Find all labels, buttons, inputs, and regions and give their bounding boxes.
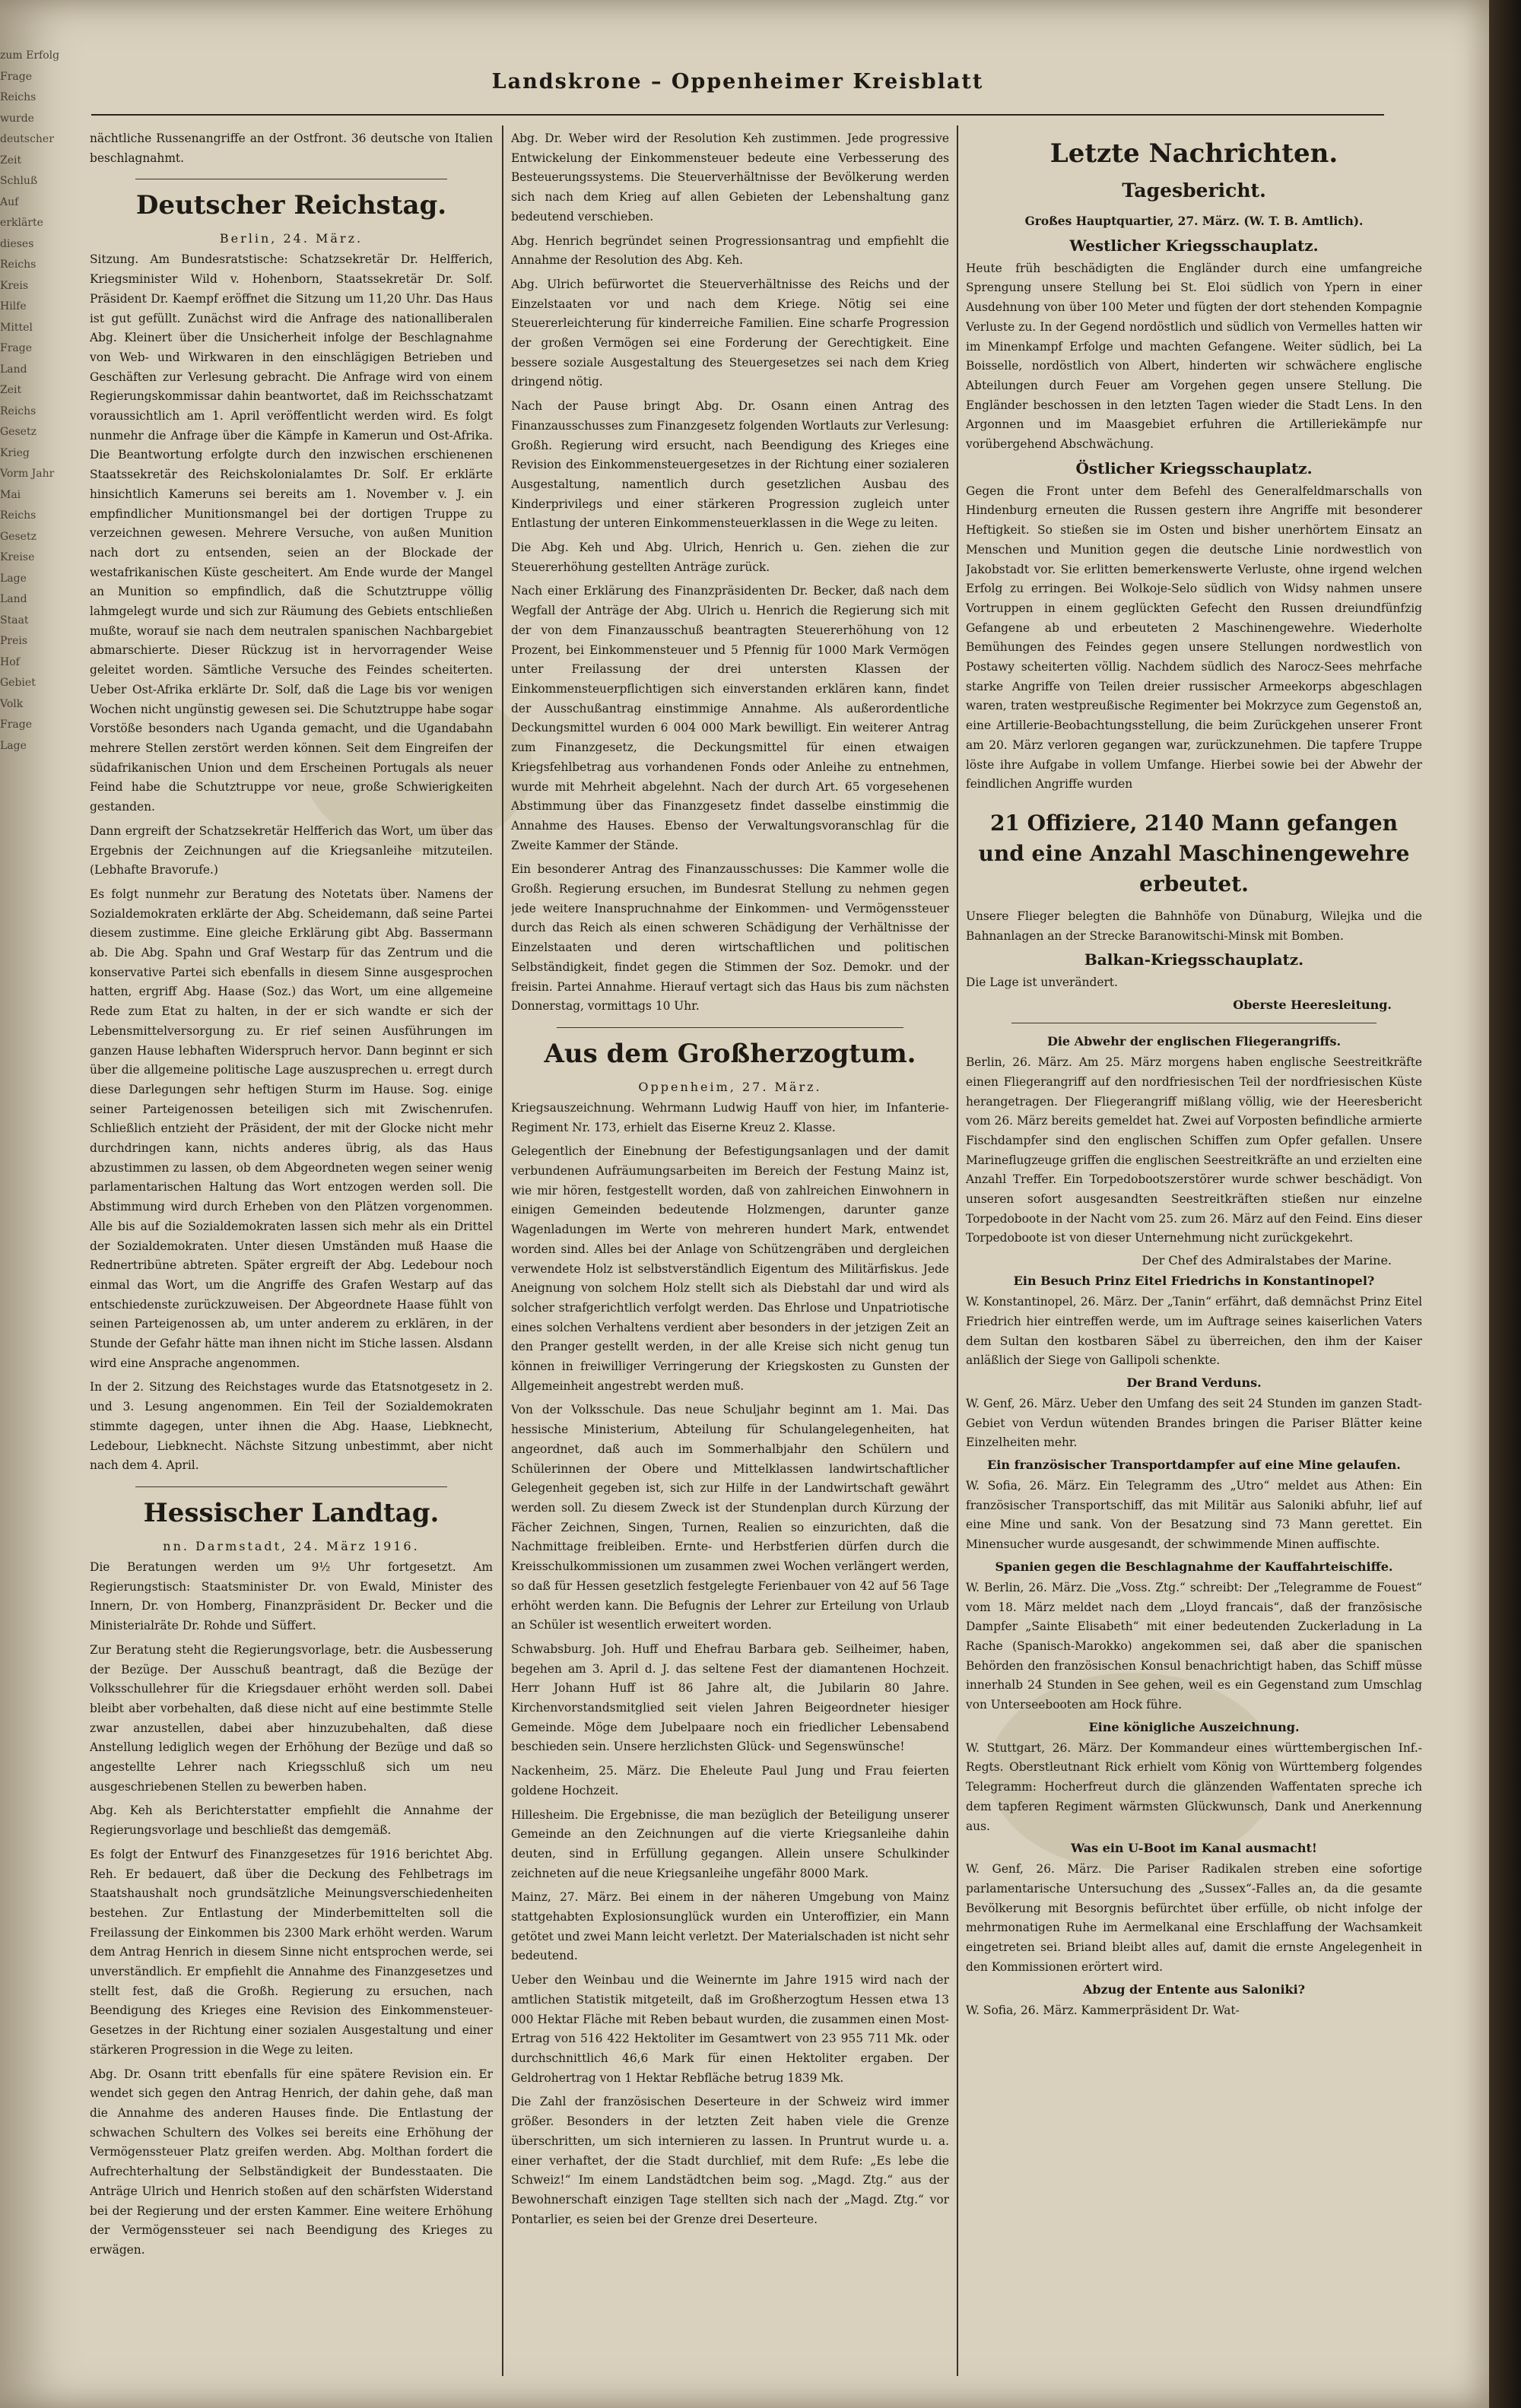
fragment-line: Krieg	[0, 446, 30, 459]
fragment-line: Frage	[0, 70, 32, 83]
local-news-weinbau: Ueber den Weinbau und die Weinernte im Jahre 1915 wird nach der amtlichen Statistik mitgeteilt, daß im Großherzogtum Hessen etwa 13 000 Hektar Fläche mit Reben bebaut wurden, die zusammen einen Most-Ertrag von 516 422 Hektoliter im Gesamtwert von 23 955 711 Mk. oder durchschnittlich 46,6 Mark für einen Hektoliter ergaben. Der Geldrohertrag von 1 Hektar Rebfläche betrug 1839 Mk.	[511, 1973, 949, 2085]
reichstag-paragraph-2: Dann ergreift der Schatzsekretär Helfferich das Wort, um über das Ergebnis der Zeichnungen auf die Kriegsanleihe mitzuteilen. (Lebhafte Bravorufe.)	[90, 823, 493, 877]
local-news-deserteure: Die Zahl der französischen Deserteure in der Schweiz wird immer größer. Besonders in der letzten Zeit haben viele die Grenze überschritten, um sich internieren zu lassen. In Pruntrut wurde u. a. einer verhaftet, der die Stadt durchlief, mit dem Rufe: „Es lebe die Schweiz!“ Im einem Landstädtchen beim sog. „Magd. Ztg.“ aus der Bewohnerschaft einzigen Tage stellten sich nach der „Magd. Ztg.“ vor Pontarlier, es seien bei der Grenze drei Deserteure.	[511, 2095, 949, 2226]
genf-report: W. Genf, 26. März. Die Pariser Radikalen streben eine sofortige parlamentarische Untersuchung des „Sussex“-Falles an, da die gesamte Bevölkerung mit Besorgnis befürchtet über erfülle, ob nicht infolge der mehrmonatigen Ruhe im Aermelkanal eine Erschlaffung der Wachsamkeit eingetreten sei. Briand bleibt alles auf, damit die ernste Angelegenheit in den Kommissionen erörtert wird.	[966, 1862, 1422, 1974]
fragment-line: Reichs	[0, 91, 37, 103]
fragment-line: Reichs	[0, 405, 37, 417]
heading-transportdampfer: Ein französischer Transportdampfer auf eine Mine gelaufen.	[987, 1458, 1401, 1473]
landtag-paragraph-1: Die Beratungen werden um 9½ Uhr fortgesetzt. Am Regierungstisch: Staatsminister Dr. von Ewald, Minister des Innern, Dr. von Homberg, Finanzpräsident Dr. Becker und die Ministerialräte Dr. Rohde und Süffert.	[90, 1560, 493, 1633]
heading-oestlicher-kriegsschauplatz: Östlicher Kriegsschauplatz.	[1075, 458, 1313, 477]
heading-brand-verduns: Der Brand Verduns.	[1126, 1375, 1262, 1390]
fragment-line: Gesetz	[0, 426, 37, 438]
fragment-line: Reichs	[0, 259, 37, 271]
fragment-line: Vorm Jahr	[0, 468, 55, 480]
fragment-line: wurde	[0, 112, 34, 125]
heading-fliegerangriff: Die Abwehr der englischen Fliegerangriffs.	[1046, 1034, 1342, 1049]
fragment-line: Volk	[0, 697, 24, 710]
signature-admiralstab: Der Chef des Admiralstabes der Marine.	[1142, 1253, 1392, 1268]
hauptquartier-dateline: Großes Hauptquartier, 27. März. (W. T. B. Amtlich).	[1024, 214, 1364, 228]
reichstag-paragraph-4: In der 2. Sitzung des Reichstages wurde das Etatsnotgesetz in 2. und 3. Lesung angenommen. Ein Teil der Sozialdemokraten stimmte dagegen, unter ihnen die Abg. Haase, Liebknecht, Ledebour, Liebknecht. Nächste Sitzung unbestimmt, aber nicht nach dem 4. April.	[90, 1380, 493, 1473]
fragment-line: Mittel	[0, 321, 33, 334]
column-1	[90, 129, 493, 2380]
landtag-cont-paragraph-5: Die Abg. Keh und Abg. Ulrich, Henrich u. Gen. ziehen die zur Steuererhöhung gestellten Anträge zurück.	[511, 541, 949, 574]
book-binding	[1489, 0, 1521, 2408]
column-divider-2	[957, 125, 958, 2376]
landtag-cont-paragraph-3: Abg. Ulrich befürwortet die Steuerverhältnisse des Reichs und der Einzelstaaten vor und nach dem Kriege. Nötig sei eine Steuererleichterung für kinderreiche Familien. Eine scharfe Progression der großen Vermögen sei eine Forderung der Gerechtigkeit. Eine bessere soziale Ausgestaltung des Steuergesetzes sei nach dem Krieg dringend nötig.	[511, 277, 949, 389]
landtag-cont-paragraph-7: Ein besonderer Antrag des Finanzausschusses: Die Kammer wolle die Großh. Regierung ersuchen, im Bundesrat Stellung zu nehmen gegen jede weitere Inanspruchnahme der Einkommen- und Vermögenssteuer durch das Reich als einen schweren Schädigung der Verhältnisse der Einzelstaaten und deren wirtschaftlichen und politischen Selbständigkeit, findet gegen die Stimmen der Soz. Demokr. und der freisin. Partei Annahme. Hierauf vertagt sich das Haus bis zum nächsten Donnerstag, vormittags 10 Uhr.	[511, 862, 949, 1014]
landtag-cont-paragraph-1: Abg. Dr. Weber wird der Resolution Keh zustimmen. Jede progressive Entwickelung der Einkommensteuer bedeute eine Verbesserung des Besteuerungssystems. Die Steuerverhältnisse der Bevölkerung werden sich nach dem Krieg auf allen Gebieten der Lebenshaltung ganz bedeutend verschieben.	[511, 132, 949, 224]
fragment-line: Hilfe	[0, 300, 27, 313]
fragment-line: dieses	[0, 237, 34, 250]
fragment-line: zum Erfolg	[0, 49, 60, 62]
reichstag-paragraph-1: Sitzung. Am Bundesratstische: Schatzsekretär Dr. Helfferich, Kriegsminister Wild v. Hohenborn, Staatssekretär Dr. Solf. Präsident Dr. Kaempf eröffnet die Sitzung um 11,20 Uhr. Das Haus ist gut gefüllt. Zunächst wird die Anfrage des nationalliberalen Abg. Kleinert über die Unsicherheit infolge der Beschlagnahme von Web- und Wirkwaren in den einschlägigen Betrieben und Geschäften zur Verlesung gebracht. Die Anfrage wird von einem Regierungskommissar dahin beantwortet, daß im Reichsschatzamt voraussichtlich am 1. April veröffentlicht werden wird. Es folgt nunmehr die Anfrage über die Kämpfe in Kamerun und Ost-Afrika. Die Beantwortung erfolgte durch den inzwischen erschienenen Staatssekretär des Reichskolonialamtes Dr. Solf. Er erklärte hinsichtlich Kameruns sei bereits am 1. November v. J. ein empfindlicher Munitionsmangel bei der dortigen Truppe zu verzeichnen gewesen. Mehrere Versuche, von außen Munition nach dort zu entsenden, seien an der Blockade der westafrikanischen Küste gescheitert. Am Ende wurde der Mangel an Munition so empfindlich, daß die Schutztruppe völlig lahmgelegt wurde und sich zur Räumung des Gebiets entschließen mußte, worauf sie nach dem neutralen spanischen Nachbargebiet abmarschierte. Dieser Rückzug ist in hervorragender Weise geleitet worden. Sämtliche Versuche des Feindes scheiterten. Ueber Ost-Afrika erklärte Dr. Solf, daß die Lage bis vor wenigen Wochen nicht ungünstig gewesen sei. Die Schutztruppe habe sogar Vorstöße besonders nach Uganda gemacht, und die Ugandabahn mehrere Stellen zerstört werden können. Seit dem Eingreifen der südafrikanischen Union und dem Erscheinen Portugals als neuer Feind habe die Schutztruppe vor neue, große Schwierigkeiten gestanden.	[90, 252, 493, 814]
heading-saloniki: Abzug der Entente aus Saloniki?	[1082, 1981, 1306, 1997]
heading-tagesbericht: Tagesbericht.	[1122, 179, 1266, 201]
heading-westlicher-kriegsschauplatz: Westlicher Kriegsschauplatz.	[1069, 236, 1319, 255]
column-divider-1	[502, 125, 503, 2376]
column-2	[511, 129, 949, 2380]
fragment-line: Mai	[0, 488, 21, 501]
local-news-hillesheim: Hillesheim. Die Ergebnisse, die man bezüglich der Beteiligung unserer Gemeinde an den Zeichnungen auf die vierte Kriegsanleihe dahin deuten, sind in Erfüllung gegangen. Allein unsere Schulkinder zeichneten auf die neue Kriegsanleihe ungefähr 8000 Mark.	[511, 1807, 949, 1880]
saloniki-report: W. Sofia, 26. März. Kammerpräsident Dr. Wat-	[966, 2003, 1240, 2017]
heading-letzte-nachrichten: Letzte Nachrichten.	[1049, 138, 1338, 169]
heading-auszeichnung: Eine königliche Auszeichnung.	[1088, 1719, 1300, 1734]
fragment-line: Auf	[0, 195, 19, 208]
fragment-line: Gesetz	[0, 530, 37, 543]
landtag-cont-paragraph-2: Abg. Henrich begründet seinen Progressionsantrag und empfiehlt die Annahme der Resolution des Abg. Keh.	[511, 233, 949, 268]
landtag-paragraph-2: Zur Beratung steht die Regierungsvorlage, betr. die Ausbesserung der Bezüge. Der Ausschuß beantragt, daß die Bezüge der Volksschullehrer für die Kriegsdauer erhöht werden soll. Dabei bleibt aber vorbehalten, daß diese nicht auf eine bestimmte Stelle zwar anzustellen, dabei aber hinzuzubehalten, daß diese Anstellung lediglich wegen der Erhöhung der Bezüge und daß so angestellte Lehrer nach Kriegsschluß sich um neu ausgeschriebenen Stellen zu bewerben haben.	[90, 1642, 493, 1794]
west-report: Heute früh beschädigten die Engländer durch eine umfangreiche Sprengung unsere Stellung bei St. Eloi südlich von Ypern in einer Ausdehnung von über 100 Meter und fügten der dort stehenden Kompagnie Verluste zu. In der Gegend nordöstlich und südlich von Vermelles hatten wir im Minenkampf Erfolge und machten Gefangene. Weiter südlich, bei La Boisselle, nordöstlich von Albert, hinderten wir schwächere englische Abteilungen durch Feuer am Vorgehen gegen unsere Stellung. Die Engländer beschossen in den letzten Tagen wieder die Stadt Lens. In den Argonnen und im Maasgebiet erfuhren die Artilleriekämpfe nur vorübergehend Abschwächung.	[966, 261, 1422, 452]
reichstag-dateline: Berlin, 24. März.	[219, 231, 364, 246]
reichstag-paragraph-3: Es folgt nunmehr zur Beratung des Notetats über. Namens der Sozialdemokraten erklärte der Abg. Scheidemann, daß seine Partei diesem zustimme. Eine gleiche Erklärung gibt Abg. Bassermann ab. Die Abg. Spahn und Graf Westarp für das Zentrum und die konservative Partei sich ebenfalls in diesem Sinne ausgesprochen hatten, ergriff Abg. Haase (Soz.) das Wort, um eine allgemeine Rede zum Etat zu halten, in der er sich wandte er sich der Lebensmittelversorgung zu. Er rief seinen Ausführungen im ganzen Hause lebhaften Widerspruch hervor. Dann beginnt er sich über die allgemeine politische Lage auszusprechen u. erregt durch diese Darlegungen sehr heftigen Sturm im Hause. Sog. einige seiner Parteigenossen beteiligen sich mit Zwischenrufen. Schließlich entzieht der Präsident, der mit der Glocke nicht mehr durchdringen kann, nichts anderes übrig, als das Haus abzustimmen zu lassen, ob dem Abgeordneten wegen seiner wenig parlamentarischen Haltung das Wort entzogen werden soll. Die Abstimmung wird durch Erheben von den Plätzen vorgenommen. Alle bis auf die Sozialdemokraten lassen sich mehr als ein Drittel der Sozialdemokraten. Unter diesen Umständen muß Haase die Rednertribüne abtreten. Später ergreift der Abg. Ledebour noch einmal das Wort, um die Angriffe des Grafen Westarp auf das entschiedenste zurückzuweisen. Der Abgeordnete Haase fühlt von seinen Parteigenossen ab, um unter anderem zu erklären, in der Stunde der Gefahr hätte man ihnen nicht im Stiche lassen. Alsdann wird eine Ansprache angenommen.	[90, 887, 493, 1370]
fragment-line: deutscher	[0, 133, 54, 145]
landtag-paragraph-5: Abg. Dr. Osann tritt ebenfalls für eine spätere Revision ein. Er wendet sich gegen den Antrag Henrich, der dahin gehe, daß man die Annahme des anderen Hauses finde. Die Entlastung der schwachen Schultern des Volkes sei bereits eine Erhöhung der Vermögenssteuer Platz greifen werden. Abg. Molthan fordert die Aufrechterhaltung der Selbständigkeit der Bundesstaaten. Die Anträge Ulrich und Henrich stoßen auf den schärfsten Widerstand bei der Regierung und der ersten Kammer. Eine weitere Erhöhung der Vermögenssteuer sei nach Beendigung des Krieges zu erwägen.	[90, 2067, 493, 2257]
heading-balkan-kriegsschauplatz: Balkan-Kriegsschauplatz.	[1084, 950, 1304, 969]
landtag-cont-paragraph-6: Nach einer Erklärung des Finanzpräsidenten Dr. Becker, daß nach dem Wegfall der Anträge der Abg. Ulrich u. Henrich die Regierung sich mit der von dem Finanzausschuß beantragten Steuererhöhung von 12 Prozent, bei Einkommensteuer und 5 Pfennig für 1000 Mark Vermögen unter Freilassung der drei untersten Klassen der Einkommensteuerpflichtigen sich einverstanden erklären kann, findet der Ausschußantrag einstimmige Annahme. Als außerordentliche Deckungsmittel wurden 6 004 000 Mark bewilligt. Ein weiterer Antrag zum Finanzgesetz, die Deckungsmittel für einen etwaigen Kriegsfehlbetrag aus vorhandenen Fonds oder Anleihe zu entnehmen, wurde mit Mehrheit abgelehnt. Nach der durch Art. 65 vorgesehenen Abstimmung über das Finanzgesetz findet dasselbe einstimmig die Annahme des Hauses. Ebenso der Verwaltungsvoranschlag für die Zweite Kammer der Stände.	[511, 584, 949, 852]
local-news-volksschule: Von der Volksschule. Das neue Schuljahr beginnt am 1. Mai. Das hessische Ministerium, Abteilung für Schulangelegenheiten, hat angeordnet, daß auch im Sommerhalbjahr den Schülern und Schülerinnen der Obere und Mittelklassen landwirtschaftlicher Gelegenheit gegeben ist, sich zur Hilfe in der Landwirtschaft gewährt werden soll. Zu diesem Zweck ist der Stundenplan durch Kürzung der Fächer Zeichnen, Singen, Turnen, Realien so einzurichten, daß die Nachmittage freibleiben. Ernte- und Herbstferien dürfen durch die Kreisschulkommissionen um zusammen zwei Wochen verlängert werden, so daß für Hessen gesetzlich festgelegte Ferienbauer von 42 auf 56 Tage erhöht werden kann. Die Befugnis der Lehrer zur Erteilung von Urlaub an Schüler ist wesentlich erweitert worden.	[511, 1403, 949, 1632]
masthead-title: Landskrone – Oppenheimer Kreisblatt	[491, 70, 984, 94]
heading-prinz-eitel-friedrich: Ein Besuch Prinz Eitel Friedrichs in Konstantinopel?	[1013, 1274, 1375, 1289]
col1-top-text: nächtliche Russenangriffe an der Ostfront. 36 deutsche von Italien beschlagnahmt.	[90, 132, 493, 165]
ost-report: Gegen die Front unter dem Befehl des Generalfeldmarschalls von Hindenburg erneuten die Russen gestern ihre Angriffe mit besonderer Heftigkeit. So stießen sie im Osten und bisher unerhörtem Einsatz an Menschen und Munition gegen die deutsche Linie nordwestlich von Jakobstadt vor. Sie erlitten bemerkenswerte Verluste, ohne irgend welchen Erfolg zu erringen. Bei Wolkoje-Selo südlich von Widsy nahmen unsere Vortruppen in einem geglückten Gefecht den Russen dreiundfünfzig Gefangene ab und erbeuteten 2 Maschinengewehre. Wiederholte Bemühungen des Feindes gegen unsere Stellungen nordwestlich von Postawy scheiterten völlig. Nachdem südlich des Narocz-Sees mehrfache starke Angriffe von Teilen dreier russischer Armeekorps abgeschlagen waren, traten westpreußische Regimenter bei Mokrzyce zum Gegenstoß an, eine Artillerie-Beobachtungsstellung, die beim Zurückgehen unserer Front am 20. März verloren gegangen war, zurückzunehmen. Die tapfere Truppe löste ihre Aufgabe in vollem Umfange. Hierbei sowie bei der Abwehr der feindlichen Angriffe wurden	[966, 484, 1422, 792]
fragment-line: Schluß	[0, 175, 38, 187]
local-news-schwabsburg: Schwabsburg. Joh. Huff und Ehefrau Barbara geb. Seilheimer, haben, begehen am 3. April d. J. das seltene Fest der diamantenen Hochzeit. Herr Johann Huff ist 86 Jahre alt, die Jubilarin 80 Jahre. Kirchenvorstandsmitglied seit vielen Jahren Beigeordneter hiesiger Gemeinde. Möge dem Jubelpaare noch ein friedlicher Lebensabend beschieden sein. Unsere herzlichsten Glück- und Segenswünsche!	[511, 1642, 949, 1754]
fragment-line: Kreis	[0, 279, 29, 292]
fragment-line: Lage	[0, 572, 27, 585]
spanien-report: W. Berlin, 26. März. Die „Voss. Ztg.“ schreibt: Der „Telegramme de Fouest“ vom 18. März meldet nach dem „Lloyd francais“, daß der französische Dampfer „Sainte Elisabeth“ mit einer bedeutenden Zuckerladung in La Rache (Spanisch-Marokko) angekommen sei, daß aber die spanischen Behörden den französischen Konsul benachrichtigt haben, das Schiff müsse innerhalb 24 Stunden in See gehen, weil es ein Gegenstand zum Umschlag von Unterseebooten am Hock führe.	[966, 1580, 1422, 1712]
heading-grossherzogtum: Aus dem Großherzogtum.	[544, 1038, 916, 1069]
local-news-nackenheim: Nackenheim, 25. März. Die Eheleute Paul Jung und Frau feierten goldene Hochzeit.	[511, 1764, 949, 1797]
heading-landtag: Hessischer Landtag.	[143, 1498, 440, 1528]
flieger-report: Unsere Flieger belegten die Bahnhöfe von Dünaburg, Wilejka und die Bahnanlagen an der Strecke Baranowitschi-Minsk mit Bomben.	[966, 909, 1422, 943]
konstantinopel-report: W. Konstantinopel, 26. März. Der „Tanin“ erfährt, daß demnächst Prinz Eitel Friedrich hier eintreffen werde, um im Auftrage seines kaiserlichen Vaters dem Sultan den kostbaren Säbel zu überreichen, den ihm der Kaiser anläßlich der Siege von Gallipoli schenkte.	[966, 1295, 1422, 1368]
sofia-report: W. Sofia, 26. März. Ein Telegramm des „Utro“ meldet aus Athen: Ein französischer Transportschiff, das mit Militär aus Saloniki abfuhr, lief auf eine Mine und sank. Von der Besatzung sind 73 Mann gerettet. Ein Minensucher wurde ausgesandt, der schwimmende Minen auffischte.	[966, 1479, 1422, 1552]
landtag-paragraph-4: Es folgt der Entwurf des Finanzgesetzes für 1916 berichtet Abg. Reh. Er bedauert, daß über die Deckung des Fehlbetrags im Staatshaushalt noch grundsätzliche Meinungsverschiedenheiten bestehen. Zur Entlastung der Minderbemittelten soll die Freilassung der Einkommen bis 2300 Mark erhöht werden. Warum dem Antrag Henrich in diesem Sinne nicht entsprochen werde, sei unverständlich. Er empfiehlt die Annahme des Finanzgesetzes und stellt fest, daß die Großh. Regierung zu ersuchen, nach Beendigung des Krieges eine Revision des Einkommensteuer-Gesetzes in der Richtung einer sozialen Ausgestaltung und einer stärkeren Progression in die Wege zu leiten.	[90, 1847, 493, 2057]
grossherzogtum-dateline: Oppenheim, 27. März.	[638, 1079, 822, 1094]
fragment-line: Lage	[0, 739, 27, 752]
fragment-line: Zeit	[0, 384, 22, 396]
fliegerangriff-report: Berlin, 26. März. Am 25. März morgens haben englische Seestreitkräfte einen Fliegerangriff auf den nordfriesischen Teil der nordfriesischen Küste herangetragen. Der Fliegerangriff mißlang völlig, wie der Heeresbericht vom 26. März bereits gemeldet hat. Zwei auf Vorposten befindliche armierte Fischdampfer sind den englischen Schiffen zum Opfer gefallen. Unsere Marineflugzeuge griffen die englischen Seestreitkräfte an und erzielten eine Anzahl Treffer. Ein Torpedobootszerstörer wurde schwer beschädigt. Von unseren sofort ausgesandten Seestreitkräften stießen nur einzelne Torpedoboote in der Nacht vom 25. zum 26. März auf den Feind. Eins dieser Torpedoboote ist von dieser Unternehmung nicht zurückgekehrt.	[966, 1055, 1422, 1245]
fragment-line: Reichs	[0, 509, 37, 522]
landtag-cont-paragraph-4: Nach der Pause bringt Abg. Dr. Osann einen Antrag des Finanzausschusses zum Finanzgesetz folgenden Wortlauts zur Verlesung: Großh. Regierung wird ersucht, nach Beendigung des Krieges eine Revision des Einkommensteuergesetzes in der Richtung einer sozialeren Ausgestaltung, namentlich durch gesetzlichen Ausbau des Kinderprivilegs und einer stärkeren Progression zugleich unter Entlastung der unteren Einkommensteuerklassen in die Wege zu leiten.	[511, 399, 949, 531]
adjacent-page-fragment	[0, 46, 90, 2408]
fragment-line: Frage	[0, 719, 32, 731]
landtag-dateline: nn. Darmstadt, 24. März 1916.	[163, 1539, 420, 1553]
stuttgart-report: W. Stuttgart, 26. März. Der Kommandeur eines württembergischen Inf.-Regts. Oberstleutnant Rick erhielt vom König von Württemberg folgendes Telegramm: Hocherfreut durch die glänzenden Waffentaten spreche ich dem tapferen Regiment wärmsten Glückwunsch, Dank und Anerkennung aus.	[966, 1740, 1422, 1833]
column-3	[966, 129, 1422, 2380]
fragment-line: Gebiet	[0, 677, 36, 689]
fragment-line: erklärte	[0, 217, 43, 229]
balkan-report: Die Lage ist unverändert.	[966, 976, 1118, 990]
fragment-line: Preis	[0, 635, 28, 647]
verdun-report: W. Genf, 26. März. Ueber den Umfang des seit 24 Stunden im ganzen Stadt-Gebiet von Verdun wütenden Brandes bringen die Pariser Blätter keine Einzelheiten mehr.	[966, 1396, 1422, 1450]
fragment-line: Zeit	[0, 154, 22, 167]
heading-spanien: Spanien gegen die Beschlagnahme der Kauffahrteischiffe.	[995, 1559, 1393, 1574]
headline-gefangene: 21 Offiziere, 2140 Mann gefangen und eine Anzahl Maschinengewehre erbeutet.	[978, 810, 1410, 896]
fragment-line: Staat	[0, 614, 29, 627]
landtag-paragraph-3: Abg. Keh als Berichterstatter empfiehlt die Annahme der Regierungsvorlage und beschließt das demgemäß.	[90, 1804, 493, 1838]
local-news-kriegsauszeichnung: Kriegsauszeichnung. Wehrmann Ludwig Hauff von hier, im Infanterie-Regiment Nr. 173, erhielt das Eiserne Kreuz 2. Klasse.	[511, 1100, 949, 1134]
fragment-line: Hof	[0, 655, 20, 668]
local-news-holz: Gelegentlich der Einebnung der Befestigungsanlagen und der damit verbundenen Aufräumungsarbeiten im Bereich der Festung Mainz ist, wie mir hören, festgestellt worden, daß von zahlreichen Einwohnern in einigen Gemeinden bedeutende Holzmengen, darunter ganze Wagenladungen im Werte von mehreren hundert Mark, entwendet worden sind. Alles bei der Anlage von Schützengräben und dergleichen verwendete Holz ist selbstverständlich Eigentum des Militärfiskus. Jede Aneignung von solchem Holz stellt sich als Diebstahl dar und wird als solcher strafgerichtlich verfolgt werden. Das Ehrlose und Unpatriotische eines solchen Verhaltens verdient aber besonders in der jetzigen Zeit an den Pranger gestellt werden, in der alle Kreise sich nicht genug tun können in freiwilliger Verringerung der Kriegskosten zu Gunsten der Allgemeinheit angestrebt werden muß.	[511, 1144, 949, 1393]
masthead	[91, 70, 1384, 123]
fragment-line: Land	[0, 593, 27, 605]
fragment-line: Frage	[0, 342, 32, 354]
fragment-line: Land	[0, 363, 27, 376]
heading-u-boot: Was ein U-Boot im Kanal ausmacht!	[1071, 1841, 1317, 1856]
fragment-line: Kreise	[0, 551, 35, 563]
local-news-mainz: Mainz, 27. März. Bei einem in der näheren Umgebung von Mainz stattgehabten Explosionsunglück wurden ein Unteroffizier, ein Mann getötet und zwei Mann leicht verletzt. Der Materialschaden ist nicht sehr bedeutend.	[511, 1890, 949, 1963]
heading-reichstag: Deutscher Reichstag.	[135, 190, 447, 221]
signature-oberste-heeresleitung: Oberste Heeresleitung.	[1233, 998, 1392, 1013]
